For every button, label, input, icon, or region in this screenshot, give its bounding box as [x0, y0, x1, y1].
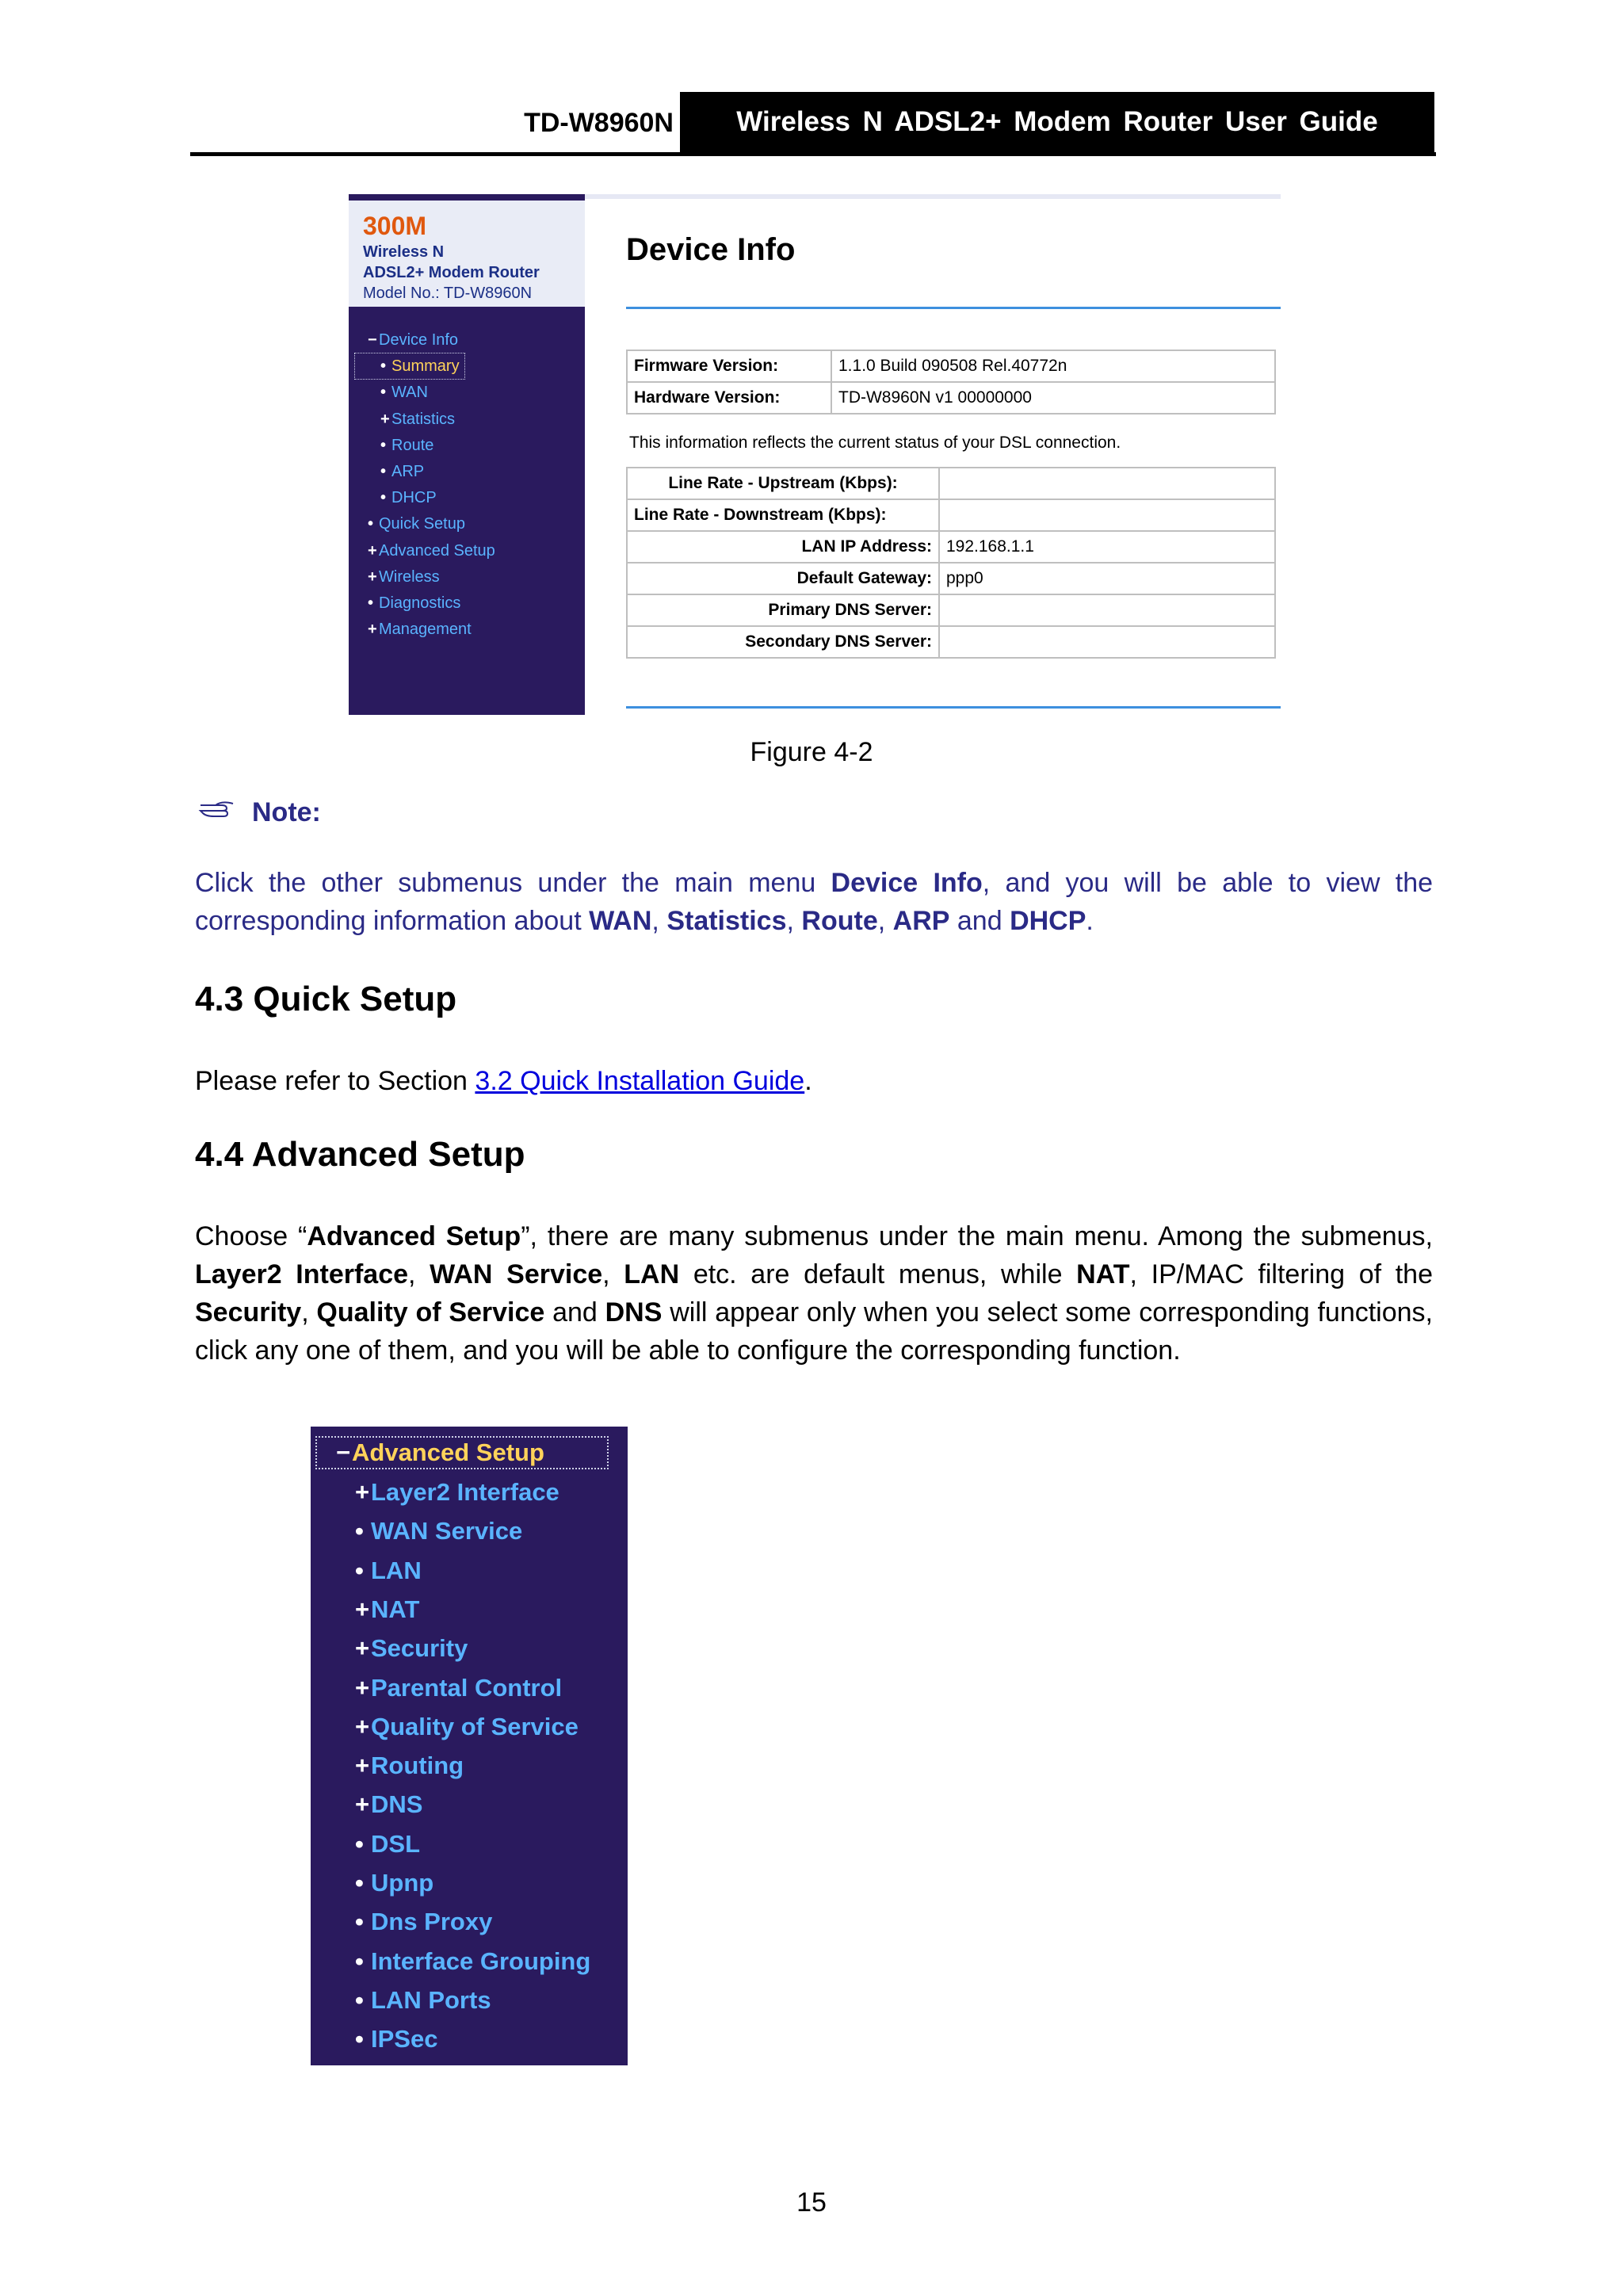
pointing-hand-icon [198, 797, 238, 828]
section-4-3-text-before: Please refer to Section [195, 1066, 475, 1096]
menu-marker: + [355, 1673, 370, 1702]
bold-term: DNS [605, 1297, 663, 1328]
sidebar-item-label: Advanced Setup [379, 541, 495, 560]
field-label: Primary DNS Server: [627, 594, 939, 626]
note-label: Note: [252, 797, 321, 827]
bold-term: Quality of Service [316, 1297, 545, 1328]
sidebar [349, 194, 585, 715]
panel-title: Device Info [626, 232, 796, 267]
device-info-screenshot [349, 194, 1281, 715]
menu-marker: • [380, 489, 387, 507]
field-value: TD-W8960N v1 00000000 [831, 382, 1275, 414]
text-run: Choose “ [195, 1221, 307, 1251]
text-run: will appear only when you select some corresponding functions, click any one of them, and you will be able to configure the corresponding function. [195, 1297, 1433, 1366]
advanced-setup-menu-screenshot [311, 1427, 628, 2065]
section-4-4-text [195, 1217, 1433, 1370]
menu-marker: • [355, 1869, 364, 1897]
section-4-4-heading: 4.4 Advanced Setup [195, 1135, 525, 1174]
bold-term: Device Info [831, 868, 983, 898]
text-run: , [602, 1259, 624, 1289]
field-value: 1.1.0 Build 090508 Rel.40772n [831, 350, 1275, 382]
advanced-menu-item-advanced-setup[interactable] [336, 1433, 544, 1473]
bold-term: WAN [589, 906, 652, 936]
header-model: TD-W8960N [524, 108, 674, 138]
version-table [626, 350, 1276, 415]
menu-marker: • [380, 384, 387, 402]
quick-installation-guide-link[interactable]: 3.2 Quick Installation Guide [475, 1066, 805, 1096]
advanced-menu-label: Dns Proxy [371, 1908, 493, 1936]
advanced-menu-label: NAT [371, 1595, 420, 1623]
menu-marker: + [368, 541, 377, 560]
menu-marker: • [355, 1908, 364, 1936]
sidebar-item-label: DHCP [391, 489, 437, 507]
advanced-menu-label: LAN Ports [371, 1985, 491, 2014]
sidebar-item-label: Statistics [391, 410, 456, 428]
advanced-menu-item-lan[interactable] [355, 1551, 422, 1591]
table-row [627, 382, 1275, 414]
field-label: Default Gateway: [627, 563, 939, 594]
logo-model: Model No.: TD-W8960N [363, 285, 533, 302]
menu-marker: • [380, 357, 387, 376]
table-row [627, 626, 1275, 658]
menu-marker: • [355, 1985, 364, 2014]
menu-marker: + [355, 1752, 370, 1780]
sidebar-item-wireless[interactable] [368, 564, 440, 590]
bold-term: Statistics [666, 906, 787, 936]
field-label: Hardware Version: [627, 382, 831, 414]
advanced-menu-label: Routing [371, 1752, 464, 1780]
bold-term: NAT [1076, 1259, 1130, 1289]
advanced-menu-item-dns-proxy[interactable] [355, 1902, 492, 1942]
section-4-3-text [195, 1062, 1433, 1100]
advanced-menu-item-upnp[interactable] [355, 1863, 433, 1903]
menu-marker: • [380, 463, 387, 480]
table-row [627, 350, 1275, 382]
menu-marker: • [368, 515, 374, 533]
sidebar-item-label: WAN [391, 384, 428, 402]
advanced-menu-label: Interface Grouping [371, 1946, 591, 1975]
advanced-menu-item-security[interactable] [355, 1629, 468, 1668]
header-guide-title: Wireless N ADSL2+ Modem Router User Guide [680, 92, 1434, 152]
field-label: Line Rate - Downstream (Kbps): [627, 499, 939, 531]
menu-marker: • [380, 436, 387, 454]
note-text [195, 864, 1433, 940]
logo-300m: 300M [363, 212, 427, 240]
note-heading [198, 797, 321, 828]
text-run: and [949, 906, 1010, 936]
section-4-3-text-after: . [804, 1066, 812, 1096]
text-run: etc. are default menus, while [679, 1259, 1077, 1289]
advanced-menu-label: IPSec [371, 2025, 438, 2053]
advanced-menu-item-wan-service[interactable] [355, 1511, 522, 1551]
text-run: , [877, 906, 893, 936]
bold-term: Layer2 Interface [195, 1259, 409, 1289]
menu-marker: + [355, 1634, 370, 1663]
table-row [627, 531, 1275, 563]
advanced-menu-item-layer2-interface[interactable] [355, 1473, 559, 1512]
sidebar-item-route[interactable] [380, 433, 433, 458]
text-run: . [1086, 906, 1094, 936]
menu-marker: • [368, 594, 374, 612]
sidebar-item-wan[interactable] [380, 380, 428, 405]
text-run: Click the other submenus under the main menu [195, 868, 831, 898]
advanced-menu-item-routing[interactable] [355, 1746, 464, 1786]
bold-term: Security [195, 1297, 302, 1328]
field-label: LAN IP Address: [627, 531, 939, 563]
advanced-menu-item-interface-grouping[interactable] [355, 1942, 590, 1981]
text-run: , [301, 1297, 317, 1328]
menu-marker: • [355, 1946, 364, 1975]
advanced-menu-label: Security [371, 1634, 468, 1663]
text-run: , [408, 1259, 430, 1289]
bottom-rule [626, 706, 1281, 709]
sidebar-item-label: Quick Setup [379, 515, 465, 533]
sidebar-item-dhcp[interactable] [380, 485, 437, 510]
table-row [627, 468, 1275, 499]
menu-marker: • [355, 2025, 364, 2053]
sidebar-item-statistics[interactable] [380, 407, 455, 432]
menu-marker: + [355, 1712, 370, 1740]
advanced-menu-item-lan-ports[interactable] [355, 1981, 491, 2020]
status-note: This information reflects the current status of your DSL connection. [629, 434, 1121, 452]
sidebar-item-quick-setup[interactable] [368, 511, 465, 537]
advanced-menu-item-nat[interactable] [355, 1590, 419, 1629]
text-run: , [651, 906, 667, 936]
advanced-menu-label: Layer2 Interface [371, 1478, 559, 1506]
field-value: 192.168.1.1 [939, 531, 1275, 563]
field-value [939, 626, 1275, 658]
sidebar-item-diagnostics[interactable] [368, 590, 460, 616]
advanced-menu-item-dns[interactable] [355, 1785, 422, 1824]
table-row [627, 499, 1275, 531]
bold-term: WAN Service [430, 1259, 603, 1289]
text-run: ”, there are many submenus under the main menu. Among the submenus, [521, 1221, 1433, 1251]
sidebar-item-label: Wireless [379, 567, 440, 586]
bold-term: ARP [892, 906, 950, 936]
sidebar-item-device-info[interactable] [368, 327, 458, 353]
sidebar-item-summary[interactable] [355, 353, 464, 379]
figure-caption: Figure 4-2 [750, 737, 873, 767]
field-label: Line Rate - Upstream (Kbps): [627, 468, 939, 499]
logo-product: ADSL2+ Modem Router [363, 264, 540, 281]
sidebar-item-label: Route [391, 436, 434, 454]
bold-term: Advanced Setup [307, 1221, 521, 1251]
field-value [939, 468, 1275, 499]
menu-marker: − [336, 1438, 351, 1466]
menu-marker: • [355, 1556, 364, 1584]
sidebar-item-label: Summary [391, 357, 460, 376]
text-run: , [786, 906, 802, 936]
bold-term: DHCP [1010, 906, 1086, 936]
text-run: , IP/MAC filtering of the [1129, 1259, 1433, 1289]
advanced-menu-label: Upnp [371, 1869, 434, 1897]
advanced-menu-item-dsl[interactable] [355, 1824, 420, 1864]
header-rule [190, 152, 1436, 156]
advanced-menu-label: Quality of Service [371, 1712, 579, 1740]
device-info-panel [585, 194, 1281, 715]
sidebar-item-label: Device Info [379, 331, 459, 349]
advanced-menu-label: DNS [371, 1790, 423, 1819]
page-number: 15 [796, 2187, 827, 2218]
sidebar-item-label: Management [379, 621, 472, 639]
advanced-menu-label: LAN [371, 1556, 422, 1584]
advanced-menu-item-quality-of-service[interactable] [355, 1707, 579, 1747]
menu-marker: • [355, 1829, 364, 1858]
table-row [627, 563, 1275, 594]
field-label: Secondary DNS Server: [627, 626, 939, 658]
title-rule [626, 307, 1281, 309]
menu-marker: + [355, 1790, 370, 1819]
field-label: Firmware Version: [627, 350, 831, 382]
menu-marker: + [368, 621, 377, 639]
advanced-menu-label: Parental Control [371, 1673, 563, 1702]
field-value: ppp0 [939, 563, 1275, 594]
menu-marker: + [355, 1595, 370, 1623]
sidebar-item-label: ARP [391, 463, 425, 480]
menu-marker: + [355, 1478, 370, 1506]
bold-term: LAN [624, 1259, 680, 1289]
advanced-menu-item-parental-control[interactable] [355, 1668, 562, 1708]
section-4-3-heading: 4.3 Quick Setup [195, 980, 457, 1018]
text-run: , and you will be able to view the corresponding information about [195, 868, 1434, 936]
advanced-menu-label: DSL [371, 1829, 420, 1858]
field-value [939, 594, 1275, 626]
advanced-menu-label: Advanced Setup [352, 1438, 544, 1466]
text-run: and [544, 1297, 605, 1328]
router-logo [349, 201, 585, 307]
sidebar-item-advanced-setup[interactable] [368, 538, 495, 563]
menu-marker: − [368, 331, 377, 349]
advanced-menu-label: WAN Service [371, 1517, 523, 1545]
bold-term: Route [801, 906, 878, 936]
menu-marker: • [355, 1517, 364, 1545]
connection-table [626, 467, 1276, 659]
menu-marker: + [368, 567, 377, 586]
logo-wireless: Wireless N [363, 243, 445, 261]
table-row [627, 594, 1275, 626]
sidebar-item-label: Diagnostics [379, 594, 461, 612]
menu-marker: + [380, 410, 390, 428]
field-value [939, 499, 1275, 531]
advanced-menu-item-ipsec[interactable] [355, 2019, 437, 2059]
sidebar-item-management[interactable] [368, 617, 472, 642]
sidebar-item-arp[interactable] [380, 459, 424, 484]
